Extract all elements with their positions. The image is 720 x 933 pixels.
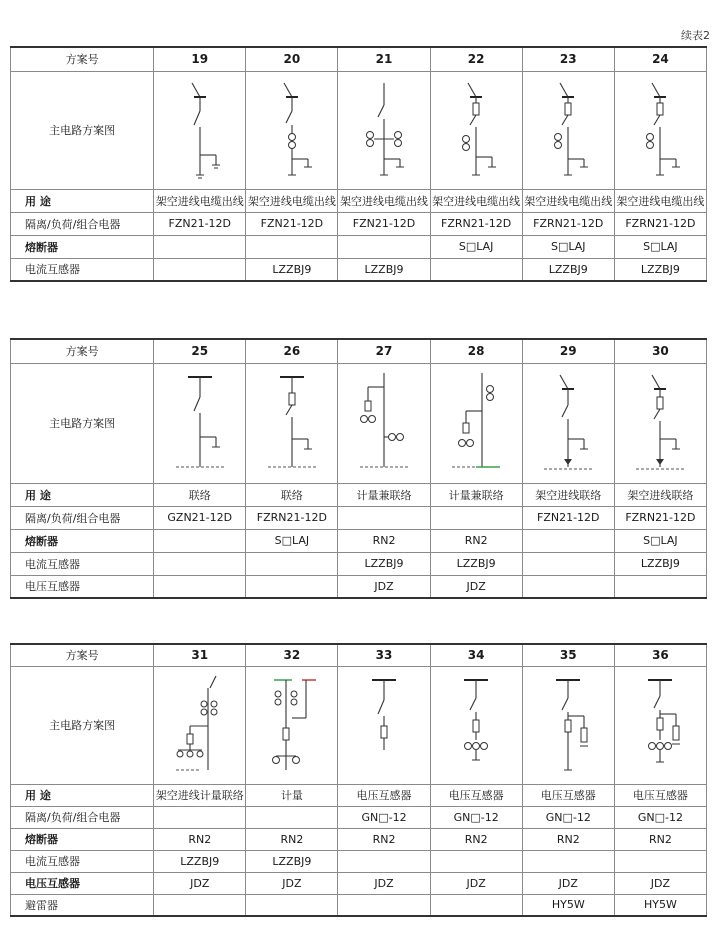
ct-cell xyxy=(154,258,246,281)
ct-cell: LZZBJ9 xyxy=(614,552,706,575)
vt-cell: JDZ xyxy=(154,872,246,894)
purpose-cell: 架空进线电缆出线 xyxy=(338,189,430,212)
vt-cell: JDZ xyxy=(338,575,430,598)
switch-row xyxy=(11,506,707,529)
scheme-table-1 xyxy=(10,46,707,282)
fuse-cell: RN2 xyxy=(154,828,246,850)
arrester-cell xyxy=(430,894,522,916)
arrester-cell xyxy=(246,894,338,916)
circuit-diagram xyxy=(614,666,706,784)
continuation-label: 续表2 xyxy=(681,29,710,42)
scheme-table-3 xyxy=(10,643,707,917)
ct-cell xyxy=(246,552,338,575)
fuse-label: 熔断器 xyxy=(11,529,154,552)
scheme-number: 36 xyxy=(614,644,706,666)
fuse-cell: RN2 xyxy=(522,828,614,850)
vt-cell xyxy=(522,575,614,598)
circuit-diagram xyxy=(154,666,246,784)
fuse-cell xyxy=(154,529,246,552)
purpose-cell: 联络 xyxy=(246,483,338,506)
purpose-cell: 架空进线联络 xyxy=(614,483,706,506)
fuse-cell xyxy=(154,235,246,258)
scheme-number: 27 xyxy=(338,339,430,363)
purpose-row xyxy=(11,189,707,212)
purpose-cell: 架空进线电缆出线 xyxy=(246,189,338,212)
scheme-number: 23 xyxy=(522,47,614,71)
switch-cell: FZN21-12D xyxy=(522,506,614,529)
purpose-cell: 计量兼联络 xyxy=(338,483,430,506)
ct-cell: LZZBJ9 xyxy=(154,850,246,872)
ct-cell: LZZBJ9 xyxy=(430,552,522,575)
purpose-cell: 架空进线电缆出线 xyxy=(154,189,246,212)
vt-cell: JDZ xyxy=(430,575,522,598)
ct-cell: LZZBJ9 xyxy=(246,258,338,281)
switch-cell: FZN21-12D xyxy=(338,212,430,235)
switch-cell: FZRN21-12D xyxy=(614,212,706,235)
purpose-cell: 电压互感器 xyxy=(430,784,522,806)
circuit-diagram xyxy=(246,666,338,784)
scheme-number: 29 xyxy=(522,339,614,363)
circuit-diagram xyxy=(614,71,706,189)
scheme-number: 32 xyxy=(246,644,338,666)
vt-cell xyxy=(246,575,338,598)
switch-label: 隔离/负荷/组合电器 xyxy=(11,212,154,235)
purpose-cell: 电压互感器 xyxy=(614,784,706,806)
switch-row xyxy=(11,212,707,235)
switch-cell: GN□-12 xyxy=(614,806,706,828)
arrester-cell: HY5W xyxy=(522,894,614,916)
circuit-diagram xyxy=(614,363,706,483)
ct-cell xyxy=(338,850,430,872)
vt-cell: JDZ xyxy=(430,872,522,894)
ct-label: 电流互感器 xyxy=(11,258,154,281)
switch-cell: FZRN21-12D xyxy=(522,212,614,235)
vt-row xyxy=(11,872,707,894)
ct-cell xyxy=(430,850,522,872)
circuit-diagram xyxy=(522,71,614,189)
circuit-diagram xyxy=(154,363,246,483)
switch-cell xyxy=(246,806,338,828)
fuse-row xyxy=(11,529,707,552)
fuse-label: 熔断器 xyxy=(11,828,154,850)
diagram-label: 主电路方案图 xyxy=(11,363,154,483)
circuit-diagram xyxy=(430,666,522,784)
scheme-number: 24 xyxy=(614,47,706,71)
scheme-no-label: 方案号 xyxy=(11,47,154,71)
fuse-cell: RN2 xyxy=(614,828,706,850)
scheme-number: 26 xyxy=(246,339,338,363)
scheme-number: 35 xyxy=(522,644,614,666)
ct-cell xyxy=(614,850,706,872)
ct-cell: LZZBJ9 xyxy=(614,258,706,281)
switch-cell xyxy=(154,806,246,828)
vt-cell xyxy=(154,575,246,598)
purpose-label: 用 途 xyxy=(11,189,154,212)
circuit-diagram xyxy=(338,666,430,784)
arrester-cell: HY5W xyxy=(614,894,706,916)
ct-row xyxy=(11,850,707,872)
purpose-cell: 架空进线联络 xyxy=(522,483,614,506)
circuit-diagram xyxy=(338,71,430,189)
circuit-diagram xyxy=(522,363,614,483)
fuse-cell: RN2 xyxy=(246,828,338,850)
circuit-diagram xyxy=(430,71,522,189)
scheme-number: 33 xyxy=(338,644,430,666)
fuse-row xyxy=(11,828,707,850)
vt-cell: JDZ xyxy=(338,872,430,894)
scheme-number: 34 xyxy=(430,644,522,666)
scheme-number-row xyxy=(11,339,707,363)
fuse-row xyxy=(11,235,707,258)
switch-cell: GN□-12 xyxy=(430,806,522,828)
vt-label: 电压互感器 xyxy=(11,872,154,894)
fuse-cell: S□LAJ xyxy=(246,529,338,552)
fuse-cell xyxy=(522,529,614,552)
purpose-cell: 架空进线计量联络 xyxy=(154,784,246,806)
circuit-diagram xyxy=(154,71,246,189)
ct-row xyxy=(11,258,707,281)
ct-cell xyxy=(430,258,522,281)
switch-cell: GN□-12 xyxy=(522,806,614,828)
scheme-number: 22 xyxy=(430,47,522,71)
fuse-cell: RN2 xyxy=(430,529,522,552)
switch-cell xyxy=(430,506,522,529)
ct-label: 电流互感器 xyxy=(11,850,154,872)
switch-cell: GN□-12 xyxy=(338,806,430,828)
diagram-label: 主电路方案图 xyxy=(11,666,154,784)
arrester-cell xyxy=(154,894,246,916)
scheme-number: 20 xyxy=(246,47,338,71)
ct-row xyxy=(11,552,707,575)
scheme-number: 30 xyxy=(614,339,706,363)
vt-label: 电压互感器 xyxy=(11,575,154,598)
arrester-cell xyxy=(338,894,430,916)
ct-cell xyxy=(522,552,614,575)
switch-cell: FZRN21-12D xyxy=(614,506,706,529)
vt-cell: JDZ xyxy=(246,872,338,894)
purpose-row xyxy=(11,483,707,506)
fuse-cell: S□LAJ xyxy=(522,235,614,258)
purpose-label: 用 途 xyxy=(11,483,154,506)
scheme-number-row xyxy=(11,47,707,71)
purpose-cell: 电压互感器 xyxy=(522,784,614,806)
circuit-diagram xyxy=(430,363,522,483)
purpose-cell: 计量 xyxy=(246,784,338,806)
diagram-row xyxy=(11,71,707,189)
switch-cell: GZN21-12D xyxy=(154,506,246,529)
switch-cell xyxy=(338,506,430,529)
purpose-cell: 电压互感器 xyxy=(338,784,430,806)
ct-cell: LZZBJ9 xyxy=(338,552,430,575)
switch-label: 隔离/负荷/组合电器 xyxy=(11,506,154,529)
vt-row xyxy=(11,575,707,598)
fuse-cell: S□LAJ xyxy=(614,235,706,258)
ct-cell xyxy=(154,552,246,575)
scheme-no-label: 方案号 xyxy=(11,644,154,666)
fuse-label: 熔断器 xyxy=(11,235,154,258)
scheme-number: 21 xyxy=(338,47,430,71)
ct-cell: LZZBJ9 xyxy=(522,258,614,281)
scheme-table-2 xyxy=(10,338,707,599)
ct-label: 电流互感器 xyxy=(11,552,154,575)
scheme-number-row xyxy=(11,644,707,666)
purpose-label: 用 途 xyxy=(11,784,154,806)
purpose-row xyxy=(11,784,707,806)
vt-cell: JDZ xyxy=(522,872,614,894)
fuse-cell: S□LAJ xyxy=(430,235,522,258)
arrester-row xyxy=(11,894,707,916)
purpose-cell: 联络 xyxy=(154,483,246,506)
purpose-cell: 架空进线电缆出线 xyxy=(522,189,614,212)
scheme-number: 28 xyxy=(430,339,522,363)
circuit-diagram xyxy=(246,363,338,483)
fuse-cell: RN2 xyxy=(338,828,430,850)
ct-cell: LZZBJ9 xyxy=(338,258,430,281)
circuit-diagram xyxy=(338,363,430,483)
fuse-cell: RN2 xyxy=(430,828,522,850)
fuse-cell: RN2 xyxy=(338,529,430,552)
purpose-cell: 架空进线电缆出线 xyxy=(614,189,706,212)
circuit-diagram xyxy=(246,71,338,189)
fuse-cell xyxy=(246,235,338,258)
diagram-label: 主电路方案图 xyxy=(11,71,154,189)
fuse-cell: S□LAJ xyxy=(614,529,706,552)
scheme-number: 19 xyxy=(154,47,246,71)
diagram-row xyxy=(11,363,707,483)
purpose-cell: 架空进线电缆出线 xyxy=(430,189,522,212)
diagram-row xyxy=(11,666,707,784)
purpose-cell: 计量兼联络 xyxy=(430,483,522,506)
switch-row xyxy=(11,806,707,828)
ct-cell xyxy=(522,850,614,872)
switch-cell: FZN21-12D xyxy=(154,212,246,235)
vt-cell xyxy=(614,575,706,598)
scheme-number: 25 xyxy=(154,339,246,363)
switch-cell: FZRN21-12D xyxy=(430,212,522,235)
scheme-number: 31 xyxy=(154,644,246,666)
arrester-label: 避雷器 xyxy=(11,894,154,916)
switch-label: 隔离/负荷/组合电器 xyxy=(11,806,154,828)
fuse-cell xyxy=(338,235,430,258)
vt-cell: JDZ xyxy=(614,872,706,894)
scheme-no-label: 方案号 xyxy=(11,339,154,363)
circuit-diagram xyxy=(522,666,614,784)
switch-cell: FZN21-12D xyxy=(246,212,338,235)
ct-cell: LZZBJ9 xyxy=(246,850,338,872)
switch-cell: FZRN21-12D xyxy=(246,506,338,529)
